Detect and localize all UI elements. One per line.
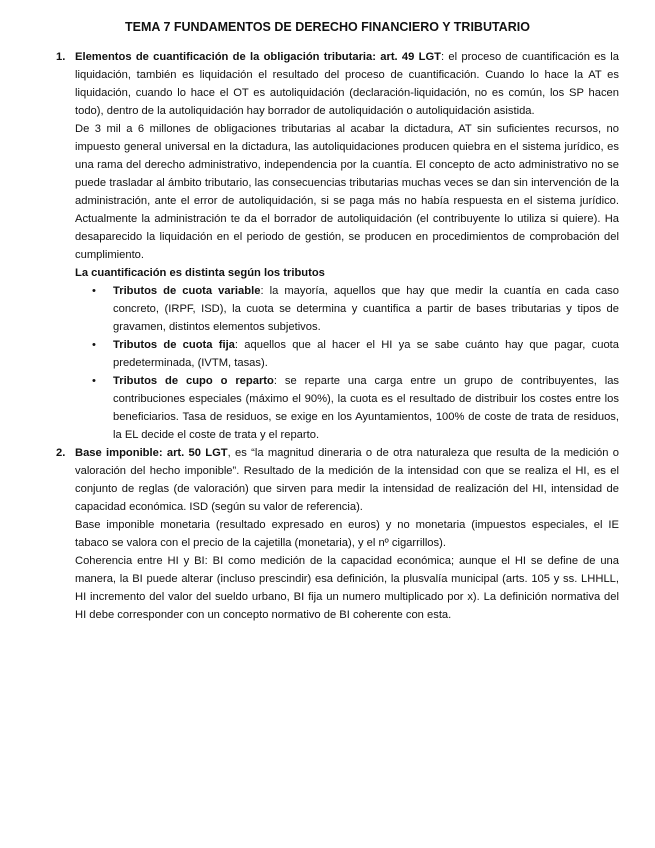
section-1-paragraph-2: De 3 mil a 6 millones de obligaciones tributarias al acabar la dictadura, AT sin suficientes recursos, no impuesto general universal en la dictadura, las autoliquidaciones producen quiebra en el sistema jurídico, es una rama del derecho administrativo, independencia por la cuantía. El concepto de acto administrativo no se puede trasladar al ámbito tributario, las consecuencias tributarias muchas veces se dan sin intervención de la administración, ante el error de autoliquidación, si se paga más no había respuesta en el sistema jurídico. Actualmente la administración te da el borrador de autoliquidación (el contribuyente lo utiliza si quiere). Ha desaparecido la liquidación en el periodo de gestión, se producen en procedimientos de comprobación del cumplimiento. — [75, 123, 619, 261]
section-number: 1. — [56, 51, 66, 63]
bullet-list — [75, 282, 619, 444]
section-2-paragraph-2: Base imponible monetaria (resultado expresado en euros) y no monetaria (impuestos especiales, el IE tabaco se valora con el precio de la cajetilla (monetaria), y el nº cigarrillos). — [75, 519, 619, 549]
section-1 — [0, 48, 655, 444]
bullet-text: : se reparte una carga entre un grupo de contribuyentes, las contribuciones especiales (máximo el 90%), la cuota es el resultado de distribuir los costes entre los beneficiarios. Tasa de residuos, se exige en los Ayuntamientos, 100% de coste de trata de residuos, la EL decide el coste de trata y el reparto. — [113, 375, 620, 441]
list-item — [75, 336, 619, 372]
list-item — [75, 372, 619, 444]
bullet-icon: • — [92, 285, 96, 297]
bullet-icon: • — [92, 375, 96, 387]
section-2-intro-text: , es “la magnitud dineraria o de otra naturaleza que resulta de la medición o valoración del hecho imponible”. Resultado de la medición de la intensidad con que se realiza el HI, es el conjunto de reglas (de valoración) que sirven para medir la intensidad de realización del HI, intensidad de capacidad económica. ISD (según su valor de referencia). — [75, 447, 619, 513]
page-title: TEMA 7 FUNDAMENTOS DE DERECHO FINANCIERO Y TRIBUTARIO — [125, 20, 530, 34]
bullet-term: Tributos de cupo o reparto — [113, 375, 274, 387]
list-item — [75, 282, 619, 336]
bullet-text: : la mayoría, aquellos que hay que medir la cuantía en cada caso concreto, (IRPF, ISD), la cuota se determina y cuantifica a partir de bases tributarias y tipos de gravamen, distintos elementos subjetivos. — [113, 285, 619, 333]
section-2 — [0, 444, 655, 624]
section-2-heading: Base imponible: art. 50 LGT — [75, 447, 228, 459]
section-number: 2. — [56, 447, 66, 459]
section-1-intro-text: : el proceso de cuantificación es la liquidación, también es liquidación el resultado del proceso de cuantificación. Cuando lo hace la AT es liquidación, cuando lo hace el OT es autoliquidación (declaración-liquidación, no es común, los SP hacen todo), dentro de la autoliquidación hay borrador de autoliquidación o autoliquidación asistida. — [75, 51, 619, 117]
section-2-paragraph-3: Coherencia entre HI y BI: BI como medición de la capacidad económica; aunque el HI se define de una manera, la BI puede alterar (incluso prescindir) esa definición, la plusvalía municipal (arts. 105 y ss. LHHLL, HI incremento del valor del sueldo urbano, BI fija un numero multiplicado por x). La definición normativa del HI debe corresponder con un concepto normativo de BI coherente con esta. — [75, 555, 619, 621]
bullet-term: Tributos de cuota fija — [113, 339, 235, 351]
bullet-text: : aquellos que al hacer el HI ya se sabe cuánto hay que pagar, cuota predeterminada, (IVTM, tasas). — [113, 339, 619, 369]
bullet-icon: • — [92, 339, 96, 351]
section-1-subheading: La cuantificación es distinta según los tributos — [75, 267, 325, 279]
document-body — [0, 48, 655, 624]
section-1-intro — [75, 48, 619, 120]
section-1-heading: Elementos de cuantificación de la obligación tributaria: art. 49 LGT — [75, 51, 442, 63]
section-2-intro — [75, 444, 619, 516]
bullet-term: Tributos de cuota variable — [113, 285, 261, 297]
